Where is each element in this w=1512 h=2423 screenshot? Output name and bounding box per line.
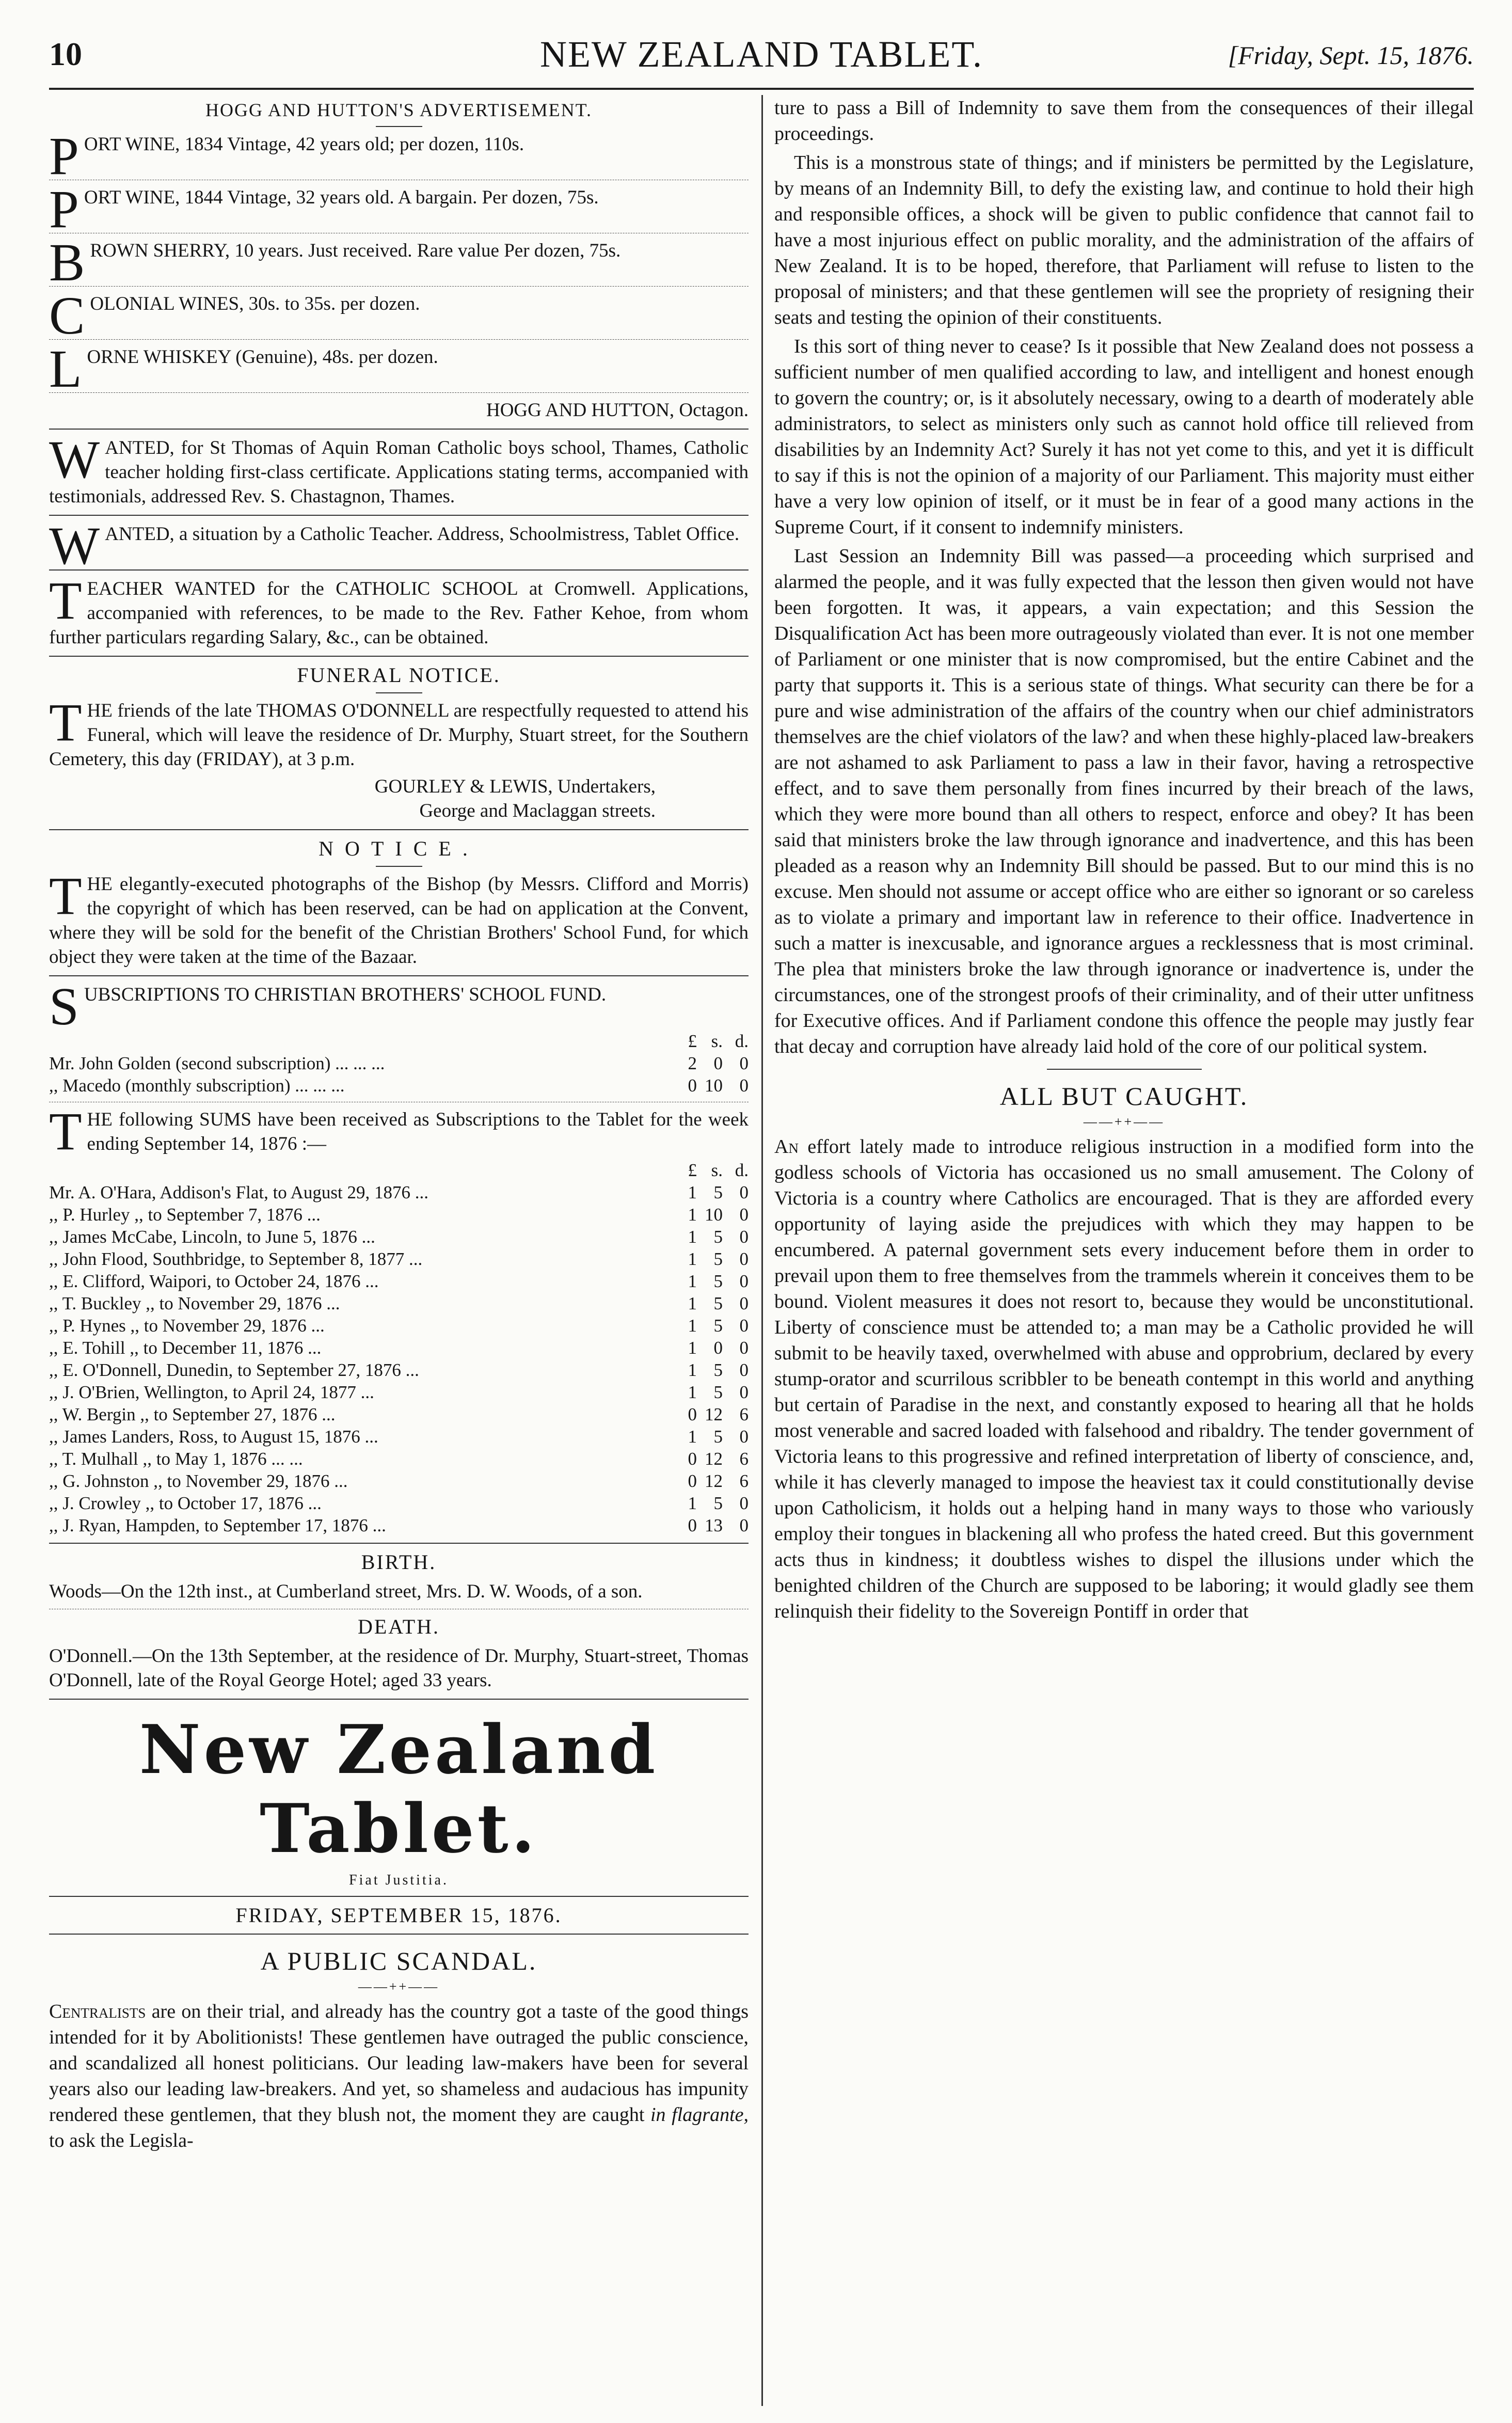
ornament: ——++—— — [1083, 1114, 1165, 1129]
table-row: ,, G. Johnston ,, to November 29, 1876 ... 0 12 6 — [49, 1471, 749, 1491]
ad-teacher-cromwell: TEACHER WANTED for the CATHOLIC SCHOOL at Cromwell. Applications, accompanied with references, to be made to the Rev. Father Kehoe, from whom further particulars regarding Salary, &c., can be obtained. — [49, 571, 749, 648]
funeral-notice: THE friends of the late THOMAS O'DONNELL are respectfully requested to attend his Funeral, which will leave the residence of Dr. Murphy, Stuart street, for the Southern Cemetery, this day (FRIDAY), at 3 p.m. — [49, 693, 749, 770]
ad-wanted-teacher: WANTED, for St Thomas of Aquin Roman Catholic boys school, Thames, Catholic teacher holding first-class certificate. Applications stating terms, accompanied with testimonials, addressed Rev. S. Chastagnon, Thames. — [49, 430, 749, 507]
ad-colonial-wines: COLONIAL WINES, 30s. to 35s. per dozen. — [49, 286, 420, 345]
table-row: Mr. A. O'Hara, Addison's Flat, to August 29, 1876 ... 1 5 0 — [49, 1182, 749, 1202]
scandal-article: Centralists are on their trial, and already has the country got a taste of the good things intended for it by Abolitionists! These gentlemen have outraged the public conscience, and scandalized all honest politicians. Our leading law-makers have been for several years also our leading law-breakers. And yet, so shameless and audacious has impunity rendered these gentlemen, that they blush not, the moment they are caught in flagrante, to ask the Legisla- — [49, 2001, 749, 2151]
table-row: ,, Macedo (monthly subscription) ... ... ... 0 10 0 — [49, 1075, 749, 1096]
header-date: [Friday, Sept. 15, 1876. — [1228, 41, 1474, 70]
scandal-para-4: Last Session an Indemnity Bill was passed—a proceeding which surprised and alarmed the people, and it was fully expected that the lesson then given would not have been forgotten. It was, it appears, a vain expectation; and this Session the Disqualification Act has been more outrageously violated than ever. It is not one member of Parliament or one minister that is now compromised, but the entire Cabinet and the party that supports it. This is a serious state of things. What security can there be for a pure and wise administration of the affairs of the country when our chief administrators themselves are the chief violators of the law? and when these highly-placed law-breakers are not ashamed to ask Parliament to pass a law in their favor, having a retrospective effect, and to save them personally from fines incurred by their breach of the laws, which they were more bound than all others to respect, enforce and obey? It has been said that ministers broke the law through ignorance and inadvertence, and this has been pleaded as a reason why an Indemnity Bill should be passed. But to our mind this is no excuse. Men should not assume or accept office who are either so ignorant or so careless as to violate a primary and important law in reference to their office. Inadvertence in such a matter is inexcusable, and ignorance argues a recklessness that is most criminal. The plea that ministers broke the law through ignorance or inadvertence is, under the circumstances, one of the strongest proofs of their criminality, and of their utter unfitness for Executive offices. And if Parliament condone this offence the people may justly fear that decay and corruption have already laid hold of the core of our political system. — [774, 545, 1474, 1057]
ad-lorne-whiskey: LORNE WHISKEY (Genuine), 48s. per dozen. — [49, 339, 438, 399]
funeral-address: George and Maclaggan streets. — [419, 800, 656, 821]
ad-port-1834: PORT WINE, 1834 Vintage, 42 years old; per dozen, 110s. — [49, 126, 524, 186]
caught-title: ALL BUT CAUGHT. — [999, 1082, 1249, 1111]
table-row: ,, J. O'Brien, Wellington, to April 24, 1877 ... 1 5 0 — [49, 1382, 749, 1402]
newspaper-title: NEW ZEALAND TABLET. — [539, 34, 983, 75]
table-row: ,, W. Bergin ,, to September 27, 1876 ... 0 12 6 — [49, 1404, 749, 1424]
column-divider — [761, 95, 763, 2406]
death-notice: O'Donnell.—On the 13th September, at the residence of Dr. Murphy, Stuart-street, Thomas O'Donnell, late of the Royal George Hotel; aged 33 years. — [49, 1645, 749, 1691]
newspaper-page — [49, 31, 1474, 2406]
table-row: ,, P. Hynes ,, to November 29, 1876 ... 1 5 0 — [49, 1316, 749, 1336]
sums-intro: THE following SUMS have been received as Subscriptions to the Tablet for the week ending September 14, 1876 :— — [49, 1102, 749, 1161]
left-column — [49, 95, 749, 2406]
funeral-signature: GOURLEY & LEWIS, Undertakers, — [374, 776, 656, 797]
table-row: ,, E. O'Donnell, Dunedin, to September 27, 1876 ... 1 5 0 — [49, 1360, 749, 1380]
birth-notice: Woods—On the 12th inst., at Cumberland street, Mrs. D. W. Woods, of a son. — [49, 1581, 643, 1602]
page-number: 10 — [49, 36, 82, 72]
table-row: ,, T. Mulhall ,, to May 1, 1876 ... ... 0 12 6 — [49, 1449, 749, 1469]
ad-wanted-situation: WANTED, a situation by a Catholic Teacher. Address, Schoolmistress, Tablet Office. — [49, 516, 740, 576]
table-row: ,, E. Tohill ,, to December 11, 1876 ... 1 0 0 — [49, 1338, 749, 1358]
table-row: ,, John Flood, Southbridge, to September 8, 1877 ... 1 5 0 — [49, 1249, 749, 1269]
table-row: ,, J. Crowley ,, to October 17, 1876 ... 1 5 0 — [49, 1493, 749, 1513]
subscriptions-title: SUBSCRIPTIONS TO CHRISTIAN BROTHERS' SCHOOL FUND. — [49, 977, 607, 1036]
hogg-hutton-signature: HOGG AND HUTTON, Octagon. — [486, 400, 749, 421]
table-row: Mr. John Golden (second subscription) ... ... ... 2 0 0 — [49, 1053, 749, 1073]
table-row: ,, James Landers, Ross, to August 15, 1876 ... 1 5 0 — [49, 1427, 749, 1447]
table-row: ,, James McCabe, Lincoln, to June 5, 1876 ... 1 5 0 — [49, 1227, 749, 1247]
scandal-continued: ture to pass a Bill of Indemnity to save them from the consequences of their illegal proceedings. — [774, 97, 1474, 145]
right-column — [774, 95, 1474, 2406]
ad-brown-sherry: BROWN SHERRY, 10 years. Just received. Rare value Per dozen, 75s. — [49, 233, 621, 292]
death-title: DEATH. — [357, 1615, 440, 1638]
scandal-title: A PUBLIC SCANDAL. — [260, 1946, 537, 1975]
masthead: New Zealand Tablet. — [139, 1710, 659, 1868]
page-header — [49, 31, 1474, 90]
birth-title: BIRTH. — [361, 1550, 437, 1574]
ad-port-1844: PORT WINE, 1844 Vintage, 32 years old. A bargain. Per dozen, 75s. — [49, 180, 599, 239]
table-row: ,, T. Buckley ,, to November 29, 1876 ... 1 5 0 — [49, 1293, 749, 1313]
photographs-notice: THE elegantly-executed photographs of the Bishop (by Messrs. Clifford and Morris) the copyright of which has been reserved, can be had on application at the Convent, where they will be sold for the benefit of the Christian Brothers' School Fund, for which object they were taken at the time of the Bazaar. — [49, 866, 749, 968]
ornament: ——++—— — [358, 1979, 440, 1994]
scandal-para-3: Is this sort of thing never to cease? Is it possible that New Zealand does not possess a sufficient number of men qualified according to law, and intelligent and honest enough to govern the country; or, is it absolutely necessary, owing to a dearth of moderately able administrators, to select as ministers only such as cannot hold office till relieved from disabilities by an Indemnity Act? Surely it has not yet come to this, and yet it is difficult to say if this is not the opinion of a majority of our Parliament. This majority must either have a very low opinion of itself, or it must be in fear of a good many actions in the Supreme Court, if it consent to indemnify ministers. — [774, 336, 1474, 538]
sums-table: £ s. d. Mr. A. O'Hara, Addison's Flat, to August 29, 1876 ... 1 5 0 ,, P. Hurley ,, to September 7, 1876 ... 1 10 0 ,, James McCabe, Lincoln, to June 5, 1876 ... 1 5 0 ,, John Flood, Southbridge, to September 8, 1877 ... 1 5 0 ,, E. Clifford, Waipori, to October 24, 1876 ... 1 5 0 ,, T. Buckley ,, to November 29, 1876 ... 1 5 0 ,, P. Hynes ,, to November 29, 1876 ... 1 5 0 ,, E. Tohill ,, to December 11, 1876 ... 1 0 0 ,, E. O'Donnell, Dunedin, to September 27, 1876 ... 1 5 0 ,, J. O'Brien, Wellington, to April 24, 1877 ... 1 5 0 ,, W. Bergin ,, to September 27, 1876 ... 0 12 6 ,, James Landers, Ross, to August 15, 1876 ... 1 5 0 ,, T. Mulhall ,, to May 1, 1876 ... ... 0 12 6 ,, G. Johnston ,, to November 29, 1876 ... 0 12 6 ,, J. Crowley ,, to October 17, 1876 ... 1 5 0 ,, J. Ryan, Hampden, to September 17, 1876 ... 0 13 0 — [49, 1160, 749, 1535]
funeral-notice-title: FUNERAL NOTICE. — [297, 663, 501, 687]
caught-article: An effort lately made to introduce religious instruction in a modified form into the godless schools of Victoria has occasioned us no small amusement. The Colony of Victoria is a country where Catholics are encouraged. That is they are afforded every opportunity of laying aside the prejudices with which they may happen to be encumbered. A paternal government sets every inducement before them in order to prevail upon them to free themselves from the trammels wherein it conceives them to be bound. Violent measures it does not resort to, because they would be unconstitutional. Liberty of conscience must be attended to; a man may be a Catholic provided he will submit to be heavily taxed, overwhelmed with abuse and opprobrium, declared by every stump-orator and scurrilous scribbler to be beneath contempt in this world and anything but certain of Paradise in the next, and constantly exposed to hearing all that he holds most venerable and sacred loaded with falsehood and ribaldry. The tender government of Victoria leans to this progressive and refined interpretation of liberty of conscience, and, while it has cleverly managed to impose the heaviest tax it could constitutionally devise upon Catholicism, it holds out a helping hand in many ways to those who variously employ their tongues in blackening all who profess the hated creed. But this government acts thus in kindness; it doubtless wishes to dispel the illusions under which the benighted children of the Church are supposed to be laboring; it would gladly see them relinquish their fidelity to the Sovereign Pontiff in order that — [774, 1136, 1474, 1622]
table-row: ,, J. Ryan, Hampden, to September 17, 1876 ... 0 13 0 — [49, 1515, 749, 1535]
motto: Fiat Justitia. — [349, 1872, 449, 1888]
subscriptions-table: £ s. d. Mr. John Golden (second subscription) ... ... ... 2 0 0 ,, Macedo (monthly subscription) ... ... ... 0 10 0 — [49, 1031, 749, 1096]
table-row: ,, P. Hurley ,, to September 7, 1876 ... 1 10 0 — [49, 1205, 749, 1225]
scandal-para-2: This is a monstrous state of things; and if ministers be permitted by the Legislature, by means of an Indemnity Bill, to defy the existing law, and continue to hold their high and responsible offices, a shock will be given to public confidence that cannot fail to have a most injurious effect on public morality, and the administration of the affairs of New Zealand. It is to be hoped, therefore, that Parliament will refuse to listen to the proposal of ministers; and that these gentlemen will see the propriety of resigning their seats and testing the opinion of their constituents. — [774, 152, 1474, 328]
notice-title: NOTICE. — [319, 837, 479, 860]
hogg-hutton-title: HOGG AND HUTTON'S ADVERTISEMENT. — [205, 100, 592, 120]
table-row: ,, E. Clifford, Waipori, to October 24, 1876 ... 1 5 0 — [49, 1271, 749, 1291]
issue-date: FRIDAY, SEPTEMBER 15, 1876. — [235, 1904, 562, 1927]
